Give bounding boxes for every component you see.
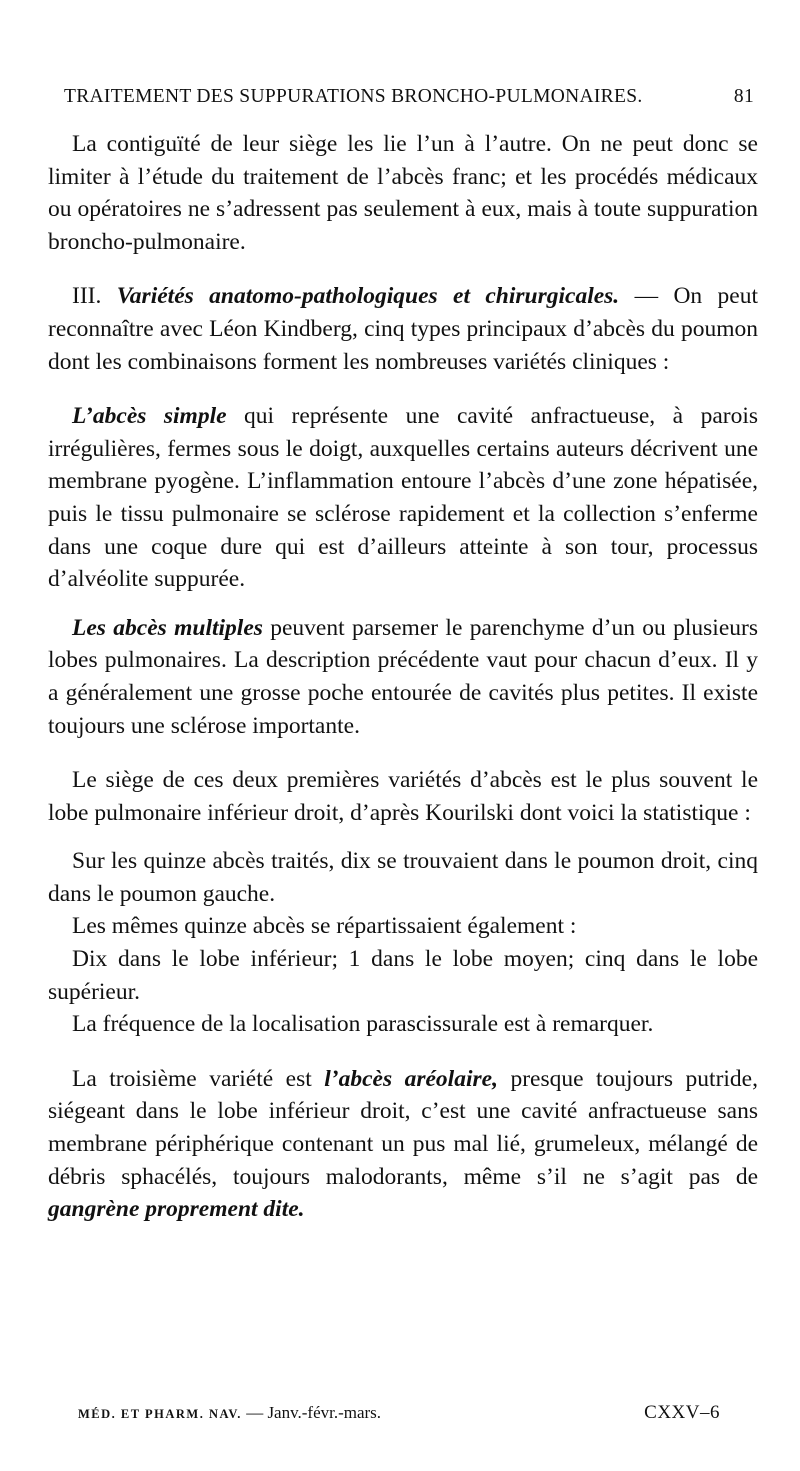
term-gangrene: gangrène proprement dite. xyxy=(48,1196,305,1223)
paragraph: La contiguïté de leur siège les lie l’un à l’autre. On ne peut donc se limiter à l’étude du traitement de l’abcès franc; et les procédés médicaux ou opératoires ne s’adressent pas seulement à eux, mais à toute suppuration broncho-pulmonaire. xyxy=(48,131,758,255)
section-paragraph xyxy=(48,280,758,378)
footer-journal: MÉD. ET PHARM. NAV. — Janv.-févr.-mars. xyxy=(78,1403,382,1422)
term-lead: L’abcès simple xyxy=(72,403,227,430)
running-title: TRAITEMENT DES SUPPURATIONS BRONCHO-PULMONAIRES. xyxy=(64,86,643,107)
term-areolaire: l’abcès aréolaire, xyxy=(324,1065,498,1092)
paragraph: L’abcès simple qui représente une cavité anfractueuse, à parois irrégulières, fermes sous le doigt, auxquelles certains auteurs décrivent une membrane pyogène. L’inflammation entoure l’abcès d’une zone hépatisée, puis le tissu pulmonaire se sclérose rapidement et la collection s’enferme dans une coque dure qui est d’ailleurs atteinte à son tour, processus d’alvéolite suppurée. xyxy=(48,403,758,593)
footer-issue: Janv.-févr.-mars. xyxy=(267,1403,382,1422)
section-number: III. xyxy=(72,283,102,310)
section-title: Variétés anatomo-pathologiques et chirurgicales. xyxy=(116,283,620,310)
paragraph: Les abcès multiples peuvent parsemer le parenchyme d’un ou plusieurs lobes pulmonaires. La description précédente vaut pour chacun d’eux. Il y a généralement une grosse poche entourée de cavités plus petites. Il existe toujours une sclérose importante. xyxy=(48,614,758,739)
footer-signature: CXXV–6 xyxy=(644,1402,720,1423)
paragraph: Les mêmes quinze abcès se répartissaient également : xyxy=(72,913,577,940)
section-text: — On peut reconnaître avec Léon Kindberg, cinq types principaux d’abcès du poumon dont les combinaisons forment les nombreuses variétés cliniques : xyxy=(48,283,758,375)
paragraph: Le siège de ces deux premières variétés d’abcès est le plus souvent le lobe pulmonaire inférieur droit, d’après Kourilski dont voici la statistique : xyxy=(48,767,758,826)
running-header xyxy=(64,86,754,108)
paragraph: La troisième variété est l’abcès aréolaire, presque toujours putride, siégeant dans le lobe inférieur droit, c’est une cavité anfractueuse sans membrane périphérique contenant un pus mal lié, grumeleux, mélangé de débris sphacélés, toujours malodorants, même s’il ne s’agit pas de gangrène proprement dite. xyxy=(48,1065,758,1223)
page-number: 81 xyxy=(733,86,754,107)
paragraph: Sur les quinze abcès traités, dix se trouvaient dans le poumon droit, cinq dans le poumon gauche. xyxy=(48,848,758,907)
page-footer xyxy=(78,1402,720,1424)
paragraph: La fréquence de la localisation parascissurale est à remarquer. xyxy=(72,1011,654,1038)
body-text xyxy=(48,128,758,1226)
paragraph: Dix dans le lobe inférieur; 1 dans le lobe moyen; cinq dans le lobe supérieur. xyxy=(48,946,758,1005)
term-lead: Les abcès multiples xyxy=(72,614,263,641)
